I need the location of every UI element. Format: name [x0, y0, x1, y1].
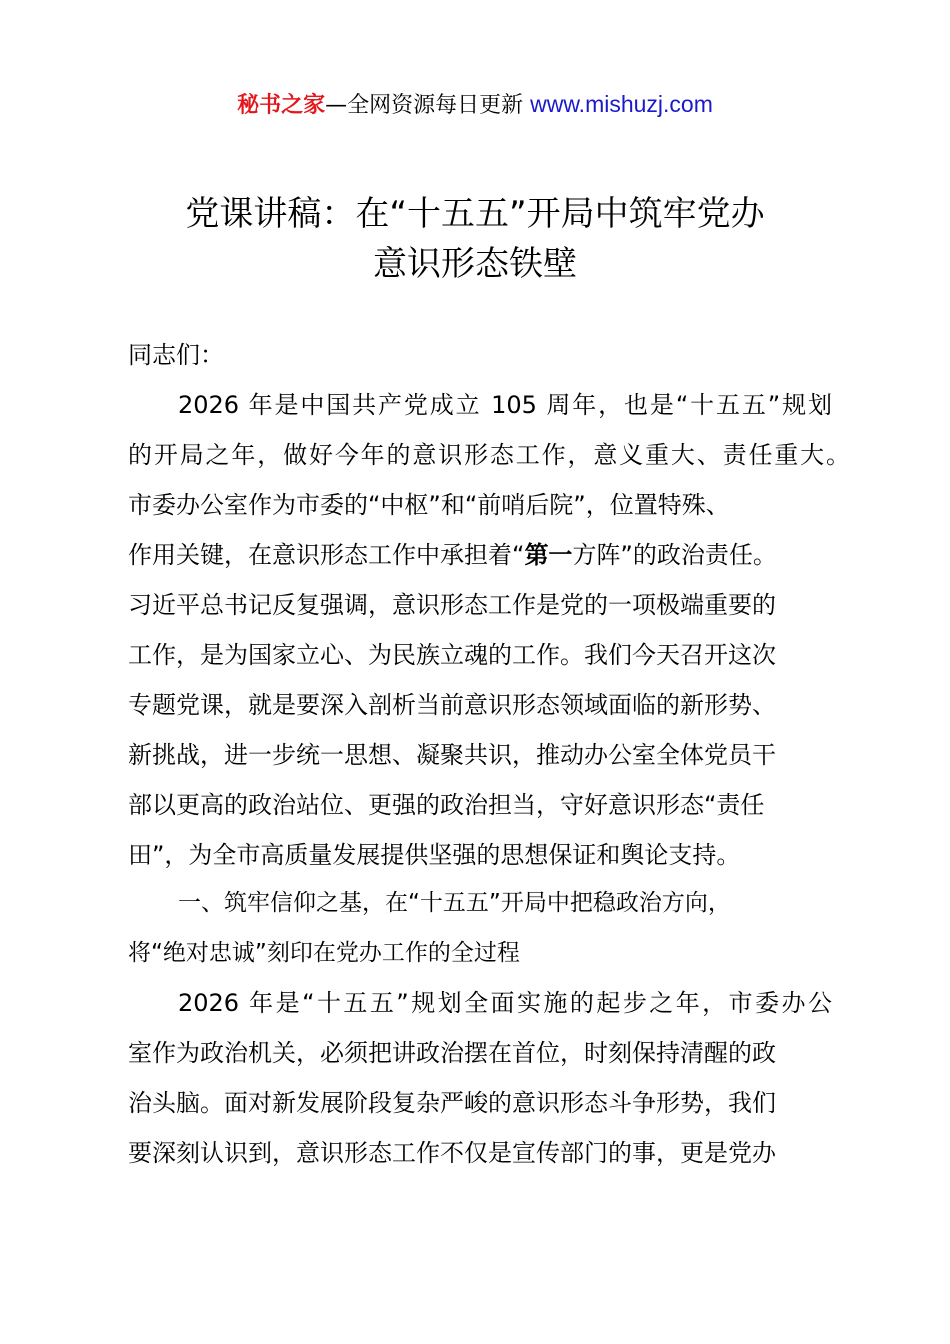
banner-brand: 秘书之家 [237, 93, 326, 118]
paragraph-line: 的开局之年，做好今年的意识形态工作，意义重大、责任重大。 [128, 441, 850, 469]
paragraph-line: 专题党课，就是要深入剖析当前意识形态领域面临的新形势、 [128, 691, 776, 719]
paragraph-line [128, 540, 850, 570]
paragraph-line: 习近平总书记反复强调，意识形态工作是党的一项极端重要的 [128, 591, 776, 619]
page-title-line-2: 意识形态铁壁 [373, 244, 577, 284]
paragraph-line: 2026 年是中国共产党成立 105 周年，也是“十五五”规划 [178, 391, 832, 419]
text-segment: 方阵”的政治责任。 [572, 541, 777, 569]
section-heading-line-2: 将“绝对忠诚”刻印在党办工作的全过程 [128, 940, 520, 966]
paragraph-line: 新挑战，进一步统一思想、凝聚共识，推动办公室全体党员干 [128, 741, 776, 769]
paragraph-line: 要深刻认识到，意识形态工作不仅是宣传部门的事，更是党办 [128, 1139, 776, 1167]
paragraph-line: 治头脑。面对新发展阶段复杂严峻的意识形态斗争形势，我们 [128, 1089, 776, 1117]
salutation: 同志们： [128, 341, 224, 369]
paragraph-line: 部以更高的政治站位、更强的政治担当，守好意识形态“责任 [128, 791, 765, 819]
paragraph-line: 市委办公室作为市委的“中枢”和“前哨后院”，位置特殊、 [128, 491, 730, 519]
page-title-line-1: 党课讲稿：在“十五五”开局中筑牢党办 [185, 194, 765, 234]
banner-url[interactable]: www.mishuzj.com [530, 91, 713, 117]
bold-text: 第一 [524, 541, 573, 569]
paragraph-line: 田”，为全市高质量发展提供坚强的思想保证和舆论支持。 [128, 841, 741, 869]
text-segment: 作用关键，在意识形态工作中承担着“ [128, 541, 525, 569]
site-banner [0, 88, 950, 119]
paragraph-line: 2026 年是“十五五”规划全面实施的起步之年，市委办公 [178, 989, 832, 1017]
paragraph-line: 室作为政治机关，必须把讲政治摆在首位，时刻保持清醒的政 [128, 1039, 776, 1067]
section-heading-line-1: 一、筑牢信仰之基，在“十五五”开局中把稳政治方向， [178, 890, 731, 916]
banner-tagline: —全网资源每日更新 [325, 93, 531, 118]
paragraph-line: 工作，是为国家立心、为民族立魂的工作。我们今天召开这次 [128, 641, 776, 669]
